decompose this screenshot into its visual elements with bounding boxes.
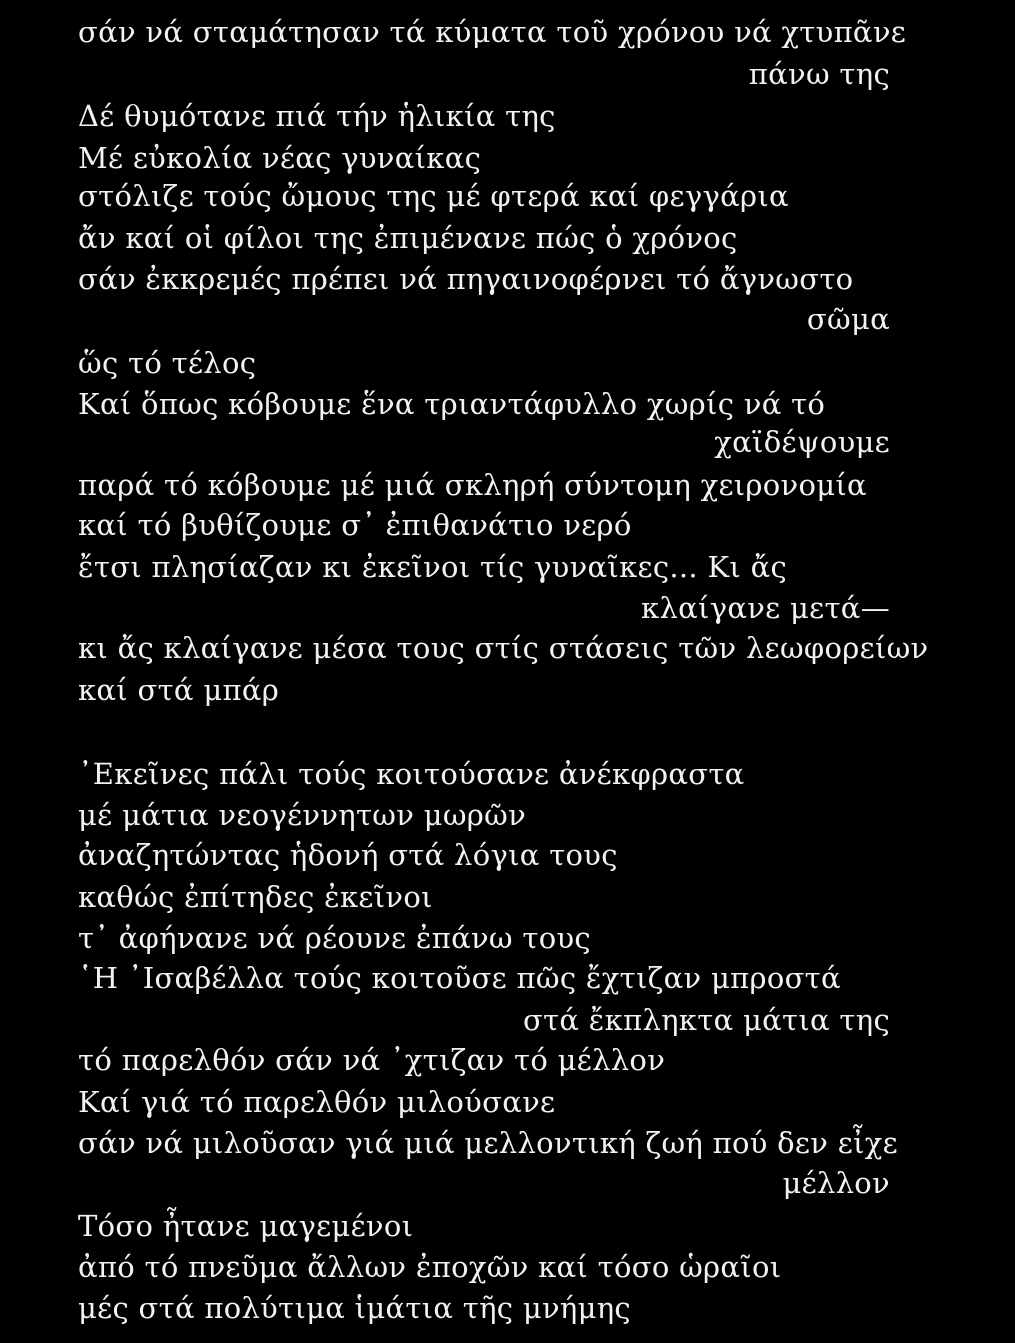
poem-line: καθώς ἐπίτηδες ἐκεῖνοι (78, 880, 433, 914)
poem-line: Καί ὅπως κόβουμε ἕνα τριαντάφυλλο χωρίς νά τό (78, 387, 826, 421)
poem-line: Καί γιά τό παρελθόν μιλούσανε (78, 1085, 556, 1119)
poem-line: σάν ἐκκρεμές πρέπει νά πηγαινοφέρνει τό ἄγνωστο (78, 262, 854, 296)
poem-line: ᾿Εκεῖνες πάλι τούς κοιτούσανε ἀνέκφραστα (78, 757, 745, 791)
poem-line: στόλιζε τούς ὤμους της μέ φτερά καί φεγγάρια (78, 179, 789, 213)
poem-line: τ᾿ ἀφήνανε νά ρέουνε ἐπάνω τους (78, 921, 591, 955)
poem-line: Τόσο ἦτανε μαγεμένοι (78, 1209, 414, 1243)
poem-line: μές στά πολύτιμα ἱμάτια τῆς μνήμης (78, 1291, 631, 1325)
poem-line: σῶμα (806, 302, 890, 336)
poem-line: παρά τό κόβουμε μέ μιά σκληρή σύντομη χειρονομία (78, 468, 867, 502)
poem-line: μέλλον (782, 1166, 890, 1200)
poem-line: στά ἔκπληκτα μάτια της (522, 1003, 890, 1037)
poem-line: ἀναζητώντας ἡδονή στά λόγια τους (78, 838, 618, 872)
poem-line: κλαίγανε μετά— (641, 591, 890, 625)
poem-line: σάν νά σταμάτησαν τά κύματα τοῦ χρόνου νά χτυπᾶνε (78, 15, 907, 49)
poem-line: ἔτσι πλησίαζαν κι ἐκεῖνοι τίς γυναῖκες... Κι ἄς (78, 550, 788, 584)
poem-line: τό παρελθόν σάν νά ᾿χτιζαν τό μέλλον (78, 1043, 666, 1077)
poem-line: καί τό βυθίζουμε σ᾿ ἐπιθανάτιο νερό (78, 508, 632, 542)
poem-line: ἀπό τό πνεῦμα ἄλλων ἐποχῶν καί τόσο ὡραῖοι (78, 1250, 782, 1284)
poem-line: χαϊδέψουμε (714, 425, 890, 459)
poem-line: ἄν καί οἱ φίλοι της ἐπιμένανε πώς ὁ χρόνος (78, 221, 738, 255)
poem-line: σάν νά μιλοῦσαν γιά μιά μελλοντική ζωή πού δεν εἶχε (78, 1126, 898, 1160)
poem-line: Δέ θυμότανε πιά τήν ἡλικία της (78, 99, 556, 133)
poem-line: μέ μάτια νεογέννητων μωρῶν (78, 798, 526, 832)
poem-line: καί στά μπάρ (78, 673, 280, 707)
poem-line: κι ἄς κλαίγανε μέσα τους στίς στάσεις τῶν λεωφορείων (78, 631, 929, 665)
poem-line: ὥς τό τέλος (78, 346, 257, 380)
poem-line: ῾Η ᾿Ισαβέλλα τούς κοιτοῦσε πῶς ἔχτιζαν μπροστά (78, 961, 841, 995)
poem-line: Μέ εὐκολία νέας γυναίκας (78, 141, 482, 175)
poem-line: πάνω της (748, 57, 890, 91)
